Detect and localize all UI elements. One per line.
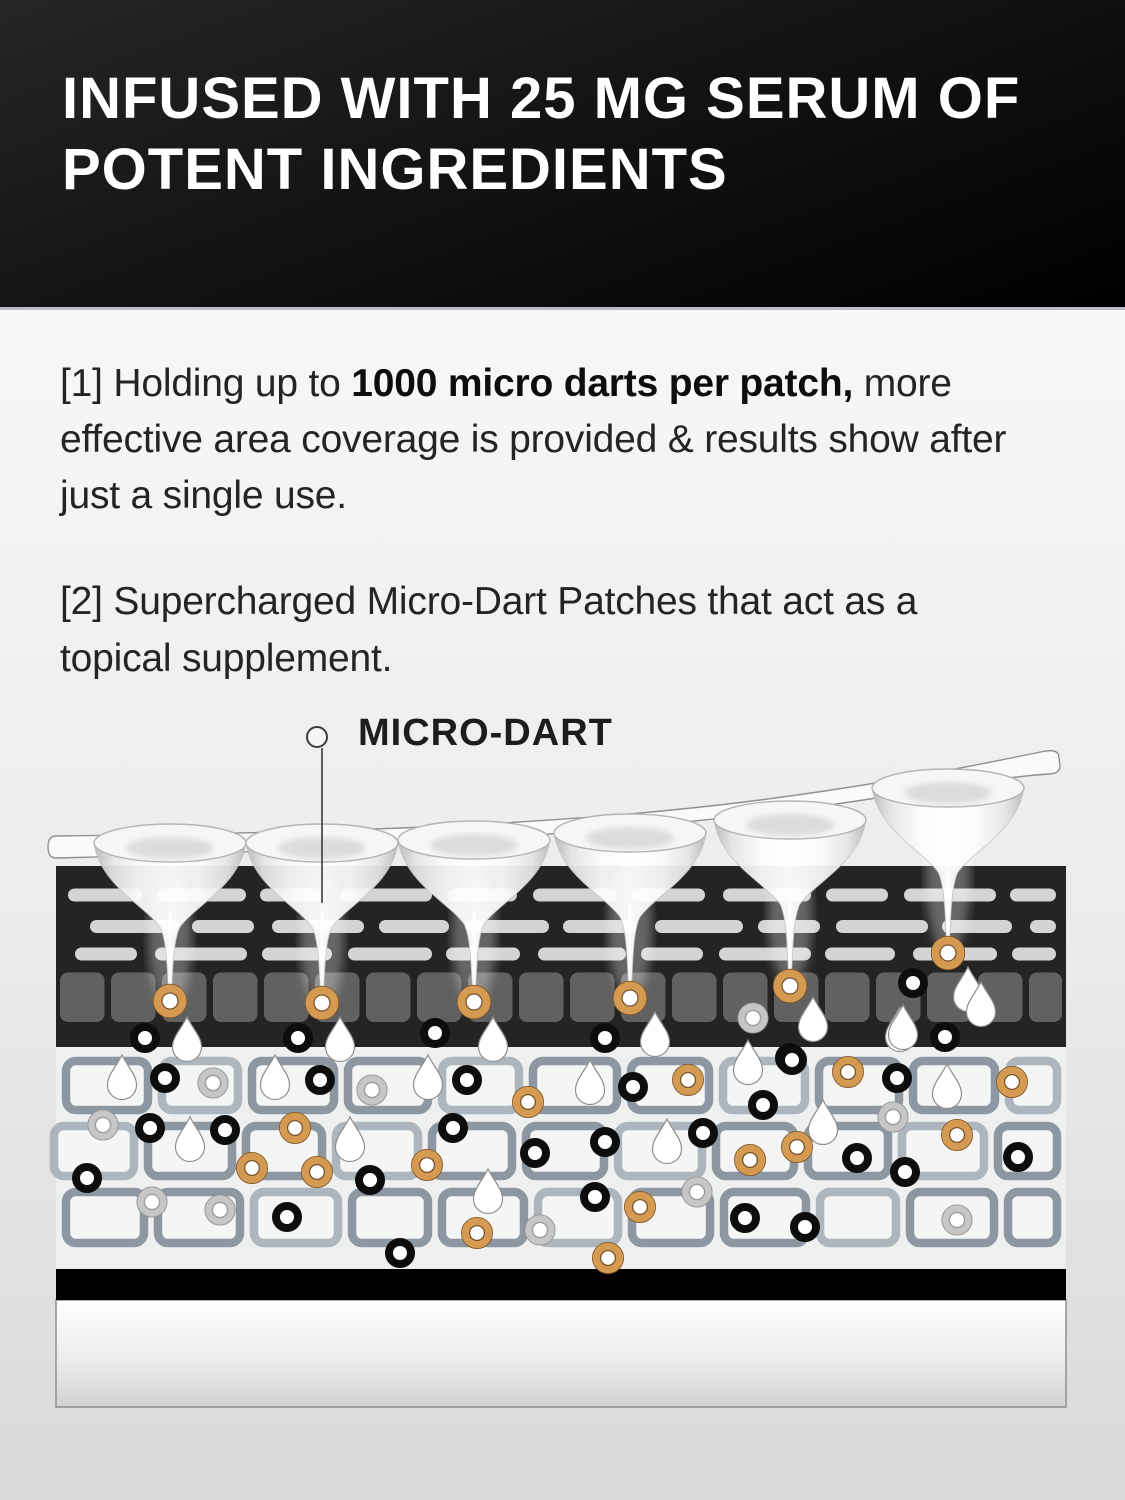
serum-dot-black xyxy=(1007,1146,1029,1168)
serum-dot-orange xyxy=(412,1150,442,1180)
serum-dot-black xyxy=(902,972,924,994)
serum-dot-orange xyxy=(625,1192,655,1222)
serum-dot-black xyxy=(594,1131,616,1153)
serum-dot-orange xyxy=(280,1113,310,1143)
serum-dot-black xyxy=(287,1027,309,1049)
serum-dot-black xyxy=(524,1142,546,1164)
dermis-cell xyxy=(66,1192,144,1243)
body-copy xyxy=(60,356,1015,687)
serum-dot-orange xyxy=(462,1218,492,1248)
skin-cross-section-diagram xyxy=(0,690,1125,1500)
serum-dot-orange xyxy=(673,1065,703,1095)
serum-dot-orange xyxy=(154,985,187,1018)
serum-dot-orange xyxy=(513,1087,543,1117)
serum-dot-black xyxy=(692,1122,714,1144)
serum-dot-gray xyxy=(88,1110,118,1140)
serum-dot-black xyxy=(794,1216,816,1238)
serum-dot-black xyxy=(752,1094,774,1116)
serum-dot-black xyxy=(76,1167,98,1189)
dermis-cell xyxy=(352,1192,428,1243)
bullet-1-text: [1] Holding up to xyxy=(60,362,352,405)
serum-dot-orange xyxy=(458,986,491,1019)
serum-dot-black xyxy=(276,1206,298,1228)
serum-dot-black xyxy=(154,1067,176,1089)
serum-dot-orange xyxy=(614,982,647,1015)
serum-dot-orange xyxy=(833,1057,863,1087)
serum-dot-orange xyxy=(237,1153,267,1183)
serum-dot-orange xyxy=(997,1067,1027,1097)
basement-membrane-bar xyxy=(56,1269,1066,1300)
serum-dot-black xyxy=(139,1117,161,1139)
serum-dot-black xyxy=(442,1117,464,1139)
serum-dot-black xyxy=(456,1069,478,1091)
serum-dot-black xyxy=(584,1186,606,1208)
serum-dot-black xyxy=(389,1242,411,1264)
serum-dot-black xyxy=(781,1049,803,1071)
serum-dot-black xyxy=(134,1027,156,1049)
serum-dot-black xyxy=(214,1119,236,1141)
serum-dot-orange xyxy=(302,1157,332,1187)
serum-dot-gray xyxy=(205,1195,235,1225)
serum-dot-black xyxy=(309,1069,331,1091)
serum-dot-black xyxy=(424,1022,446,1044)
serum-dot-orange xyxy=(735,1145,765,1175)
serum-dot-gray xyxy=(738,1003,768,1033)
page-title xyxy=(0,0,1125,206)
page-title-line1: INFUSED WITH 25 MG SERUM OF xyxy=(62,66,1021,131)
serum-dot-black xyxy=(894,1161,916,1183)
serum-dot-orange xyxy=(774,970,807,1003)
serum-dot-orange xyxy=(782,1132,812,1162)
serum-dot-gray xyxy=(682,1177,712,1207)
page-title-line2: POTENT INGREDIENTS xyxy=(62,136,728,202)
serum-dot-black xyxy=(734,1207,756,1229)
dermis-cell xyxy=(820,1192,896,1243)
serum-dot-gray xyxy=(198,1068,228,1098)
bullet-2: [2] Supercharged Micro-Dart Patches that act as a topical supplement. xyxy=(60,580,918,680)
callout-circle-icon xyxy=(306,726,328,748)
serum-dot-black xyxy=(934,1026,956,1048)
serum-dot-black xyxy=(594,1027,616,1049)
serum-dot-black xyxy=(359,1169,381,1191)
serum-dot-orange xyxy=(593,1243,623,1273)
bullet-1 xyxy=(60,356,1015,524)
dermis-cell xyxy=(1008,1192,1057,1243)
serum-dot-gray xyxy=(137,1187,167,1217)
serum-dot-gray xyxy=(942,1205,972,1235)
serum-dot-orange xyxy=(942,1120,972,1150)
serum-dot-gray xyxy=(357,1075,387,1105)
serum-dot-gray xyxy=(525,1215,555,1245)
serum-dot-black xyxy=(622,1076,644,1098)
micro-dart-callout xyxy=(306,712,613,755)
header-banner xyxy=(0,0,1125,310)
micro-dart-label: MICRO-DART xyxy=(358,712,613,754)
bullet-1-bold: 1000 micro darts per patch, xyxy=(351,362,854,405)
serum-dot-black xyxy=(886,1067,908,1089)
bullet-1-text-end: more effective area coverage is provided & results show after just a single use. xyxy=(60,362,1007,518)
serum-dot-black xyxy=(846,1147,868,1169)
subcutaneous-layer xyxy=(56,1300,1066,1407)
serum-dot-gray xyxy=(878,1102,908,1132)
serum-dot-orange xyxy=(932,937,965,970)
serum-dot-orange xyxy=(306,987,339,1020)
